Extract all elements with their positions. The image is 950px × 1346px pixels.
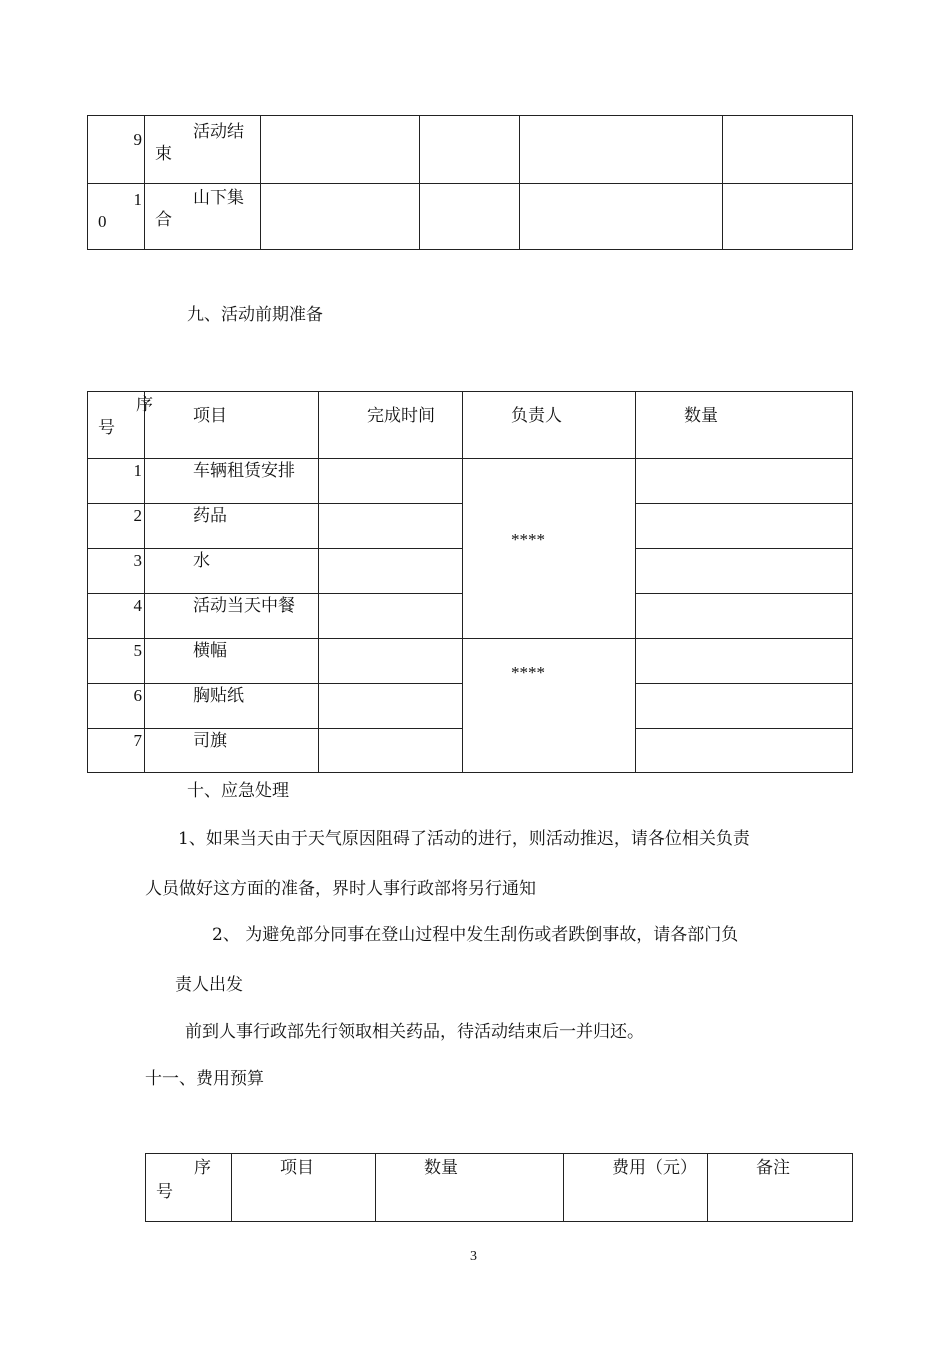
emergency-paragraph-2-line2: 责人出发 (175, 975, 243, 995)
table-row (88, 459, 853, 504)
row-number: 3 (133, 551, 142, 570)
emergency-paragraph-3: 前到人事行政部先行领取相关药品，待活动结束后一并归还。 (185, 1022, 644, 1042)
row-item: 水 (193, 551, 210, 571)
emergency-paragraph-1-line2: 人员做好这方面的准备，界时人事行政部将另行通知 (145, 879, 536, 899)
header-time: 完成时间 (367, 406, 435, 426)
header-cost: 费用（元） (612, 1158, 697, 1178)
row-item: 司旗 (193, 731, 227, 751)
row-number: 7 (133, 731, 142, 750)
page-number: 3 (470, 1249, 477, 1264)
owner-value: **** (511, 663, 545, 682)
section-11-title: 十一、费用预算 (145, 1069, 264, 1089)
table-row (88, 639, 853, 684)
owner-group-1 (463, 459, 636, 639)
section-10-title: 十、应急处理 (187, 781, 289, 801)
row-number: 9 (133, 130, 142, 149)
header-qty: 数量 (684, 406, 718, 426)
row-number: 1 (133, 461, 142, 480)
row-number-line2: 0 (98, 212, 107, 231)
table-header-row (146, 1154, 853, 1222)
emergency-paragraph-1-line1: 1、如果当天由于天气原因阻碍了活动的进行，则活动推迟，请各位相关负责 (178, 829, 750, 849)
header-item: 项目 (280, 1158, 314, 1178)
row-item: 车辆租赁安排 (193, 461, 295, 481)
header-owner: 负责人 (511, 406, 562, 426)
emergency-paragraph-2-line1: 2、 为避免部分同事在登山过程中发生刮伤或者跌倒事故，请各部门负 (212, 925, 739, 945)
row-item: 胸贴纸 (193, 686, 244, 706)
row-item-line2: 束 (155, 144, 172, 164)
row-item-line1: 活动结 (193, 122, 244, 142)
row-item: 活动当天中餐 (193, 596, 295, 616)
row-number: 4 (133, 596, 142, 615)
header-note: 备注 (756, 1158, 790, 1178)
header-qty: 数量 (424, 1158, 458, 1178)
table-header-row (88, 392, 853, 459)
header-seq-line1: 序 (136, 395, 153, 415)
row-number-line1: 1 (133, 190, 142, 209)
owner-group-2 (463, 639, 636, 773)
row-item-line2: 合 (155, 210, 172, 230)
row-number: 6 (133, 686, 142, 705)
row-number: 2 (133, 506, 142, 525)
preparation-table (87, 391, 853, 773)
row-item: 药品 (193, 506, 227, 526)
row-number: 5 (133, 641, 142, 660)
owner-value: **** (511, 530, 545, 549)
header-item: 项目 (193, 406, 227, 426)
section-9-title: 九、活动前期准备 (187, 305, 323, 325)
table-row (88, 116, 853, 184)
schedule-table-continued (87, 115, 853, 250)
header-seq-line1: 序 (194, 1158, 211, 1178)
header-seq-line2: 号 (98, 418, 115, 438)
table-row (88, 184, 853, 250)
row-item-line1: 山下集 (193, 188, 244, 208)
budget-table (145, 1153, 853, 1222)
header-seq-line2: 号 (156, 1182, 173, 1202)
row-item: 横幅 (193, 641, 227, 661)
